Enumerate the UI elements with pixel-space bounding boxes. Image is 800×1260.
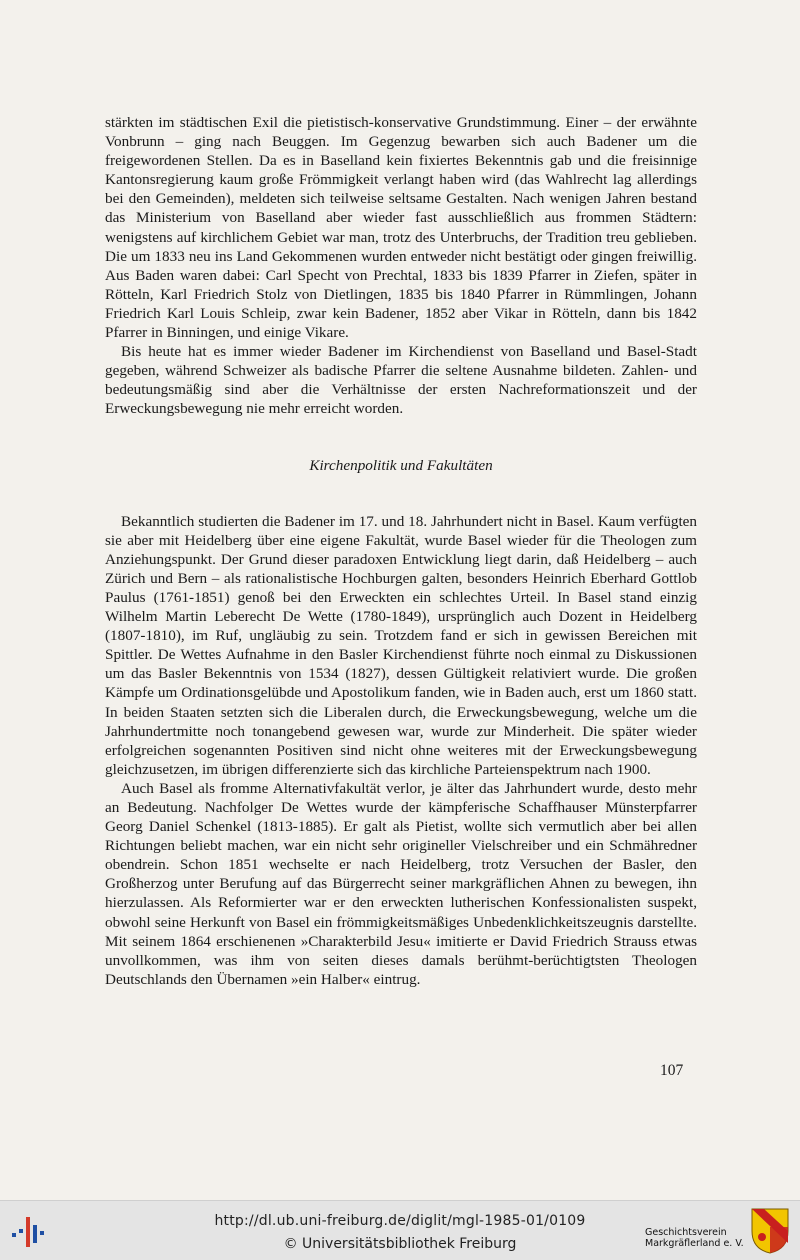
paragraph-4: Auch Basel als fromme Alternativfakultät verlor, je älter das Jahrhundert wurde, desto mehr an Bedeutung. Nachfolger De Wettes wurde der kämpferische Schaffhauser Münsterpfarrer Georg Daniel Schenkel (1813-1885). Er galt als Pietist, wollte sich vermutlich aber bei allen Richtungen beliebt machen, war ein nicht sehr origineller Vielschreiber und ein Schmähredner obendrein. Schon 1851 wechselte er nach Heidelberg, trotz Versuchen der Basler, den Großherzog unter Berufung auf das Bürgerrecht seiner markgräflichen Ahnen zu bewegen, ihn hierzulassen. Als Reformierter war er den erweckten lutherischen Konfessionalisten suspekt, obwohl seine Herkunft von Basel ein frömmigkeitsmäßiges Unbedenklichkeitszeugnis darstellte. Mit seinem 1864 erschienenen »Charakterbild Jesu« imitierte er David Friedrich Strauss etwas unvollkommen, was ihm von seiten dieses damals berühmt-berüchtigtsten Theologen Deutschlands den Übernamen »ein Halber« eintrug. <box>105 779 697 988</box>
body-text <box>105 113 697 989</box>
coat-of-arms-icon <box>750 1207 790 1255</box>
viewer-footer <box>0 1200 800 1260</box>
society-name-line1: Geschichtsverein <box>645 1227 727 1238</box>
paragraph-3: Bekanntlich studierten die Badener im 17. und 18. Jahrhundert nicht in Basel. Kaum verfügten sie aber mit Heidelberg über eine eigene Fakultät, wurde Basel wieder für die Theologen zum Anziehungspunkt. Der Grund dieser paradoxen Entwicklung liegt darin, daß Heidelberg – auch Zürich und Bern – als rationalistische Hochburgen galten, besonders Heinrich Eberhard Gottlob Paulus (1761-1851) genoß bei den Erweckten ein schlechtes Urteil. In Basel stand einzig Wilhelm Martin Leberecht De Wette (1780-1849), ursprünglich auch Dozent in Heidelberg (1807-1810), im Ruf, ungläubig zu sein. Trotzdem fand er sich in gewissen Bereichen mit Spittler. De Wettes Aufnahme in den Basler Kirchendienst führte noch einmal zu Diskussionen um das Basler Bekenntnis von 1534 (1827), dessen Gültigkeit relativiert wurde. Die großen Kämpfe um Ordinationsgelübde und Apostolikum fanden, wie in Baden auch, erst um 1860 statt. In beiden Staaten setzten sich die Liberalen durch, die Erweckungsbewegung, welche um die Jahrhundertmitte noch tonangebend gewesen war, wurde zur Minderheit. Die später wieder erfolgreichen sogenannten Positiven sind nicht ohne weiteres mit der Erweckungsbewegung gleichzusetzen, im übrigen differenzierte sich das kirchliche Parteienspektrum nach 1900. <box>105 512 697 778</box>
paragraph-1: stärkten im städtischen Exil die pietistisch-konservative Grundstimmung. Einer – der erwähnte Vonbrunn – ging nach Beuggen. Im Gegenzug bewarben sich auch Badener um die freigewordenen Stellen. Da es in Baselland kein fixiertes Bekenntnis gab und die freisinnige Kantonsregierung kaum große Frömmigkeit verlangt haben wird (das Wahlrecht lag allerdings bei den Gemeinden), meldeten sich teilweise seltsame Gestalten. Nach wenigen Jahren bestand das Ministerium von Baselland aber wieder fast ausschließlich aus frommen Städtern: wenigstens auf kirchlichem Gebiet war man, trotz des Unterbruchs, der Tradition treu geblieben. Die um 1833 neu ins Land Gekommenen wurden entweder nicht bestätigt oder gingen freiwillig. Aus Baden waren dabei: Carl Specht von Prechtal, 1833 bis 1839 Pfarrer in Ziefen, später in Rötteln, Karl Friedrich Stolz von Dietlingen, 1835 bis 1840 Pfarrer in Rümmlingen, Johann Friedrich Karl Louis Schleip, zwar kein Badener, 1852 aber Vikar in Rötteln, dann bis 1842 Pfarrer in Binningen, und einige Vikare. <box>105 114 697 342</box>
section-heading: Kirchenpolitik und Fakultäten <box>309 456 493 474</box>
copyright-notice: © Universitätsbibliothek Freiburg <box>283 1236 517 1252</box>
society-name-line2: Markgräflerland e. V. <box>645 1238 744 1249</box>
page-number: 107 <box>660 1062 684 1079</box>
paragraph-2: Bis heute hat es immer wieder Badener im Kirchendienst von Baselland und Basel-Stadt gegeben, während Schweizer als badische Pfarrer die seltene Ausnahme bildeten. Zahlen- und bedeutungsmäßig sind aber die Verhältnisse der ersten Nachreformationszeit und der Erweckungsbewegung nie mehr erreicht worden. <box>105 343 697 418</box>
society-name <box>645 1227 744 1249</box>
permalink-url[interactable]: http://dl.ub.uni-freiburg.de/diglit/mgl-1985-01/0109 <box>214 1213 586 1229</box>
